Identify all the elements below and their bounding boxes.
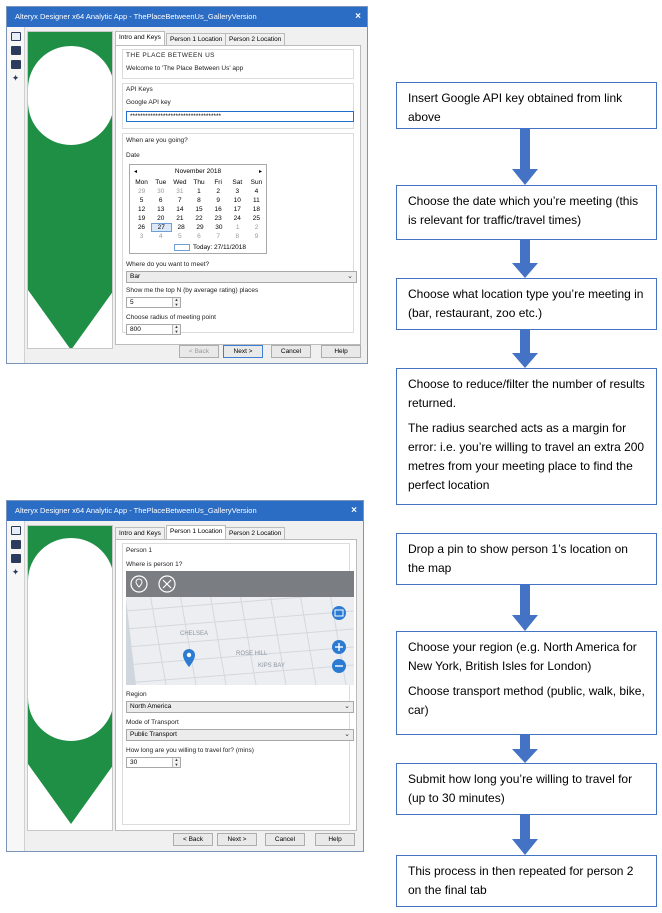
stepper-arrows-icon[interactable]: ▲ ▼ — [172, 325, 180, 334]
calendar-day[interactable]: 31 — [176, 188, 184, 195]
flow-step-region — [396, 631, 657, 735]
calendar-day[interactable]: 9 — [254, 233, 259, 240]
calendar-week — [132, 232, 266, 241]
window-titlebar — [7, 501, 363, 521]
wand-icon[interactable]: ✦ — [11, 73, 20, 83]
date-label: Date — [126, 152, 140, 159]
location-map[interactable] — [126, 571, 354, 685]
calendar-next-icon[interactable]: ▸ — [258, 169, 262, 175]
calendar-week — [132, 214, 266, 223]
tab-pane-intro — [115, 45, 361, 345]
calendar-day[interactable]: 29 — [137, 188, 146, 195]
tab-strip — [115, 525, 357, 539]
tab-person-2-location[interactable]: Person 2 Location — [225, 527, 285, 539]
flow-step-travel-time — [396, 763, 657, 815]
region-select[interactable] — [126, 701, 354, 713]
calendar-day[interactable]: 19 — [137, 215, 146, 222]
calendar-week — [132, 205, 266, 214]
book-icon[interactable] — [11, 540, 21, 549]
tab-person-2-location[interactable]: Person 2 Location — [225, 33, 285, 45]
flow-step-location-type — [396, 278, 657, 330]
intro-text: Welcome to 'The Place Between Us' app — [126, 65, 244, 72]
calendar-day[interactable]: 4 — [158, 233, 163, 240]
location-type-value: Bar — [130, 273, 141, 280]
calendar-today[interactable] — [174, 243, 246, 252]
flow-step-filter — [396, 368, 657, 505]
document-icon[interactable] — [11, 32, 21, 41]
chevron-down-icon: ⌄ — [344, 703, 350, 710]
down-arrow-icon — [510, 330, 540, 368]
calendar-day[interactable]: 29 — [196, 224, 204, 231]
close-icon[interactable]: × — [351, 505, 357, 516]
down-arrow-icon — [510, 815, 540, 855]
help-button[interactable]: Help — [321, 345, 361, 358]
top-n-label: Show me the top N (by average rating) places — [126, 287, 259, 294]
calendar-day[interactable]: 2 — [216, 188, 220, 195]
app-window-intro — [6, 6, 368, 364]
today-marker-icon — [174, 244, 190, 251]
wizard-buttons — [173, 833, 363, 847]
flow-step-repeat — [396, 855, 657, 907]
calendar-day[interactable]: 6 — [158, 197, 163, 204]
help-button[interactable]: Help — [315, 833, 355, 846]
calendar-day[interactable]: 18 — [252, 206, 261, 213]
back-button[interactable]: < Back — [179, 345, 219, 358]
down-arrow-icon — [510, 129, 540, 185]
radius-label: Choose radius of meeting point — [126, 314, 216, 321]
location-pin-logo — [28, 32, 113, 349]
down-arrow-icon — [510, 735, 540, 763]
app-logo-panel — [27, 525, 113, 831]
back-button[interactable]: < Back — [173, 833, 213, 846]
tab-person-1-location[interactable]: Person 1 Location — [166, 525, 226, 539]
close-icon[interactable]: × — [355, 11, 361, 22]
person-1-group — [122, 543, 350, 825]
tab-intro-and-keys[interactable]: Intro and Keys — [115, 527, 165, 539]
flow-step-text: Choose your region (e.g. North America for New York, British Isles for London) — [408, 640, 637, 673]
document-icon[interactable] — [11, 526, 21, 535]
calendar-day[interactable]: 6 — [197, 233, 201, 240]
calendar-day[interactable]: 3 — [235, 188, 240, 195]
calendar-day[interactable]: 21 — [176, 215, 184, 222]
calendar-day[interactable]: 28 — [177, 224, 185, 231]
transport-value: Public Transport — [130, 731, 177, 738]
cancel-button[interactable]: Cancel — [265, 833, 305, 846]
tab-intro-and-keys[interactable]: Intro and Keys — [115, 31, 165, 45]
app-window-person-1 — [6, 500, 364, 852]
intro-group — [122, 49, 354, 79]
region-value: North America — [130, 703, 172, 710]
calendar-day[interactable]: 17 — [233, 206, 241, 213]
map-canvas — [126, 571, 354, 685]
google-api-key-input[interactable]: ************************************ — [126, 111, 354, 122]
map-label-rose-hill: ROSE HILL — [236, 651, 268, 657]
save-icon[interactable] — [11, 554, 21, 563]
icon-rail — [7, 27, 25, 363]
calendar-day[interactable]: 12 — [137, 206, 146, 213]
book-icon[interactable] — [11, 46, 21, 55]
calendar-week — [132, 196, 266, 205]
calendar-day[interactable]: 22 — [195, 215, 203, 222]
api-keys-group — [122, 83, 354, 129]
calendar-week — [132, 187, 266, 196]
weekday-label: Fri — [214, 179, 222, 186]
travel-time-stepper[interactable] — [126, 757, 181, 768]
save-icon[interactable] — [11, 60, 21, 69]
calendar-day[interactable]: 5 — [178, 233, 182, 240]
calendar-day[interactable]: 30 — [215, 224, 223, 231]
flow-step-date — [396, 185, 657, 240]
flow-step-text: This process in then repeated for person 2 on the final tab — [408, 864, 634, 897]
down-arrow-icon — [510, 585, 540, 631]
window-titlebar — [7, 7, 367, 27]
flow-step-api-key — [396, 82, 657, 129]
flow-step-text: Choose the date which you’re meeting (this is relevant for traffic/travel times) — [408, 194, 639, 227]
top-n-value: 5 — [130, 299, 134, 306]
google-api-key-label: Google API key — [126, 99, 171, 106]
calendar-day[interactable]: 1 — [197, 188, 201, 195]
flow-step-text: Submit how long you’re willing to travel for (up to 30 minutes) — [408, 772, 633, 805]
calendar-day[interactable]: 8 — [235, 233, 240, 240]
chevron-down-icon: ⌄ — [344, 731, 350, 738]
location-pin-logo — [28, 526, 113, 831]
calendar-day[interactable]: 24 — [233, 215, 241, 222]
main-content — [115, 31, 361, 334]
calendar-day[interactable]: 13 — [157, 206, 165, 213]
flow-step-text: Choose what location type you’re meeting in (bar, restaurant, zoo etc.) — [408, 287, 644, 320]
tab-strip — [115, 31, 361, 45]
where-person-label: Where is person 1? — [126, 561, 183, 568]
icon-rail — [7, 521, 25, 851]
map-label-chelsea: CHELSEA — [180, 631, 209, 637]
when-group — [122, 133, 354, 333]
calendar-week — [132, 223, 266, 232]
weekday-label: Sat — [232, 179, 243, 186]
where-meet-label: Where do you want to meet? — [126, 261, 210, 268]
next-button[interactable]: Next > — [223, 345, 263, 358]
api-keys-label: API Keys — [126, 86, 153, 93]
calendar-prev-icon[interactable]: ◂ — [134, 169, 138, 175]
cancel-button[interactable]: Cancel — [271, 345, 311, 358]
calendar-day[interactable]: 30 — [157, 188, 165, 195]
transport-select[interactable] — [126, 729, 354, 741]
calendar-day[interactable]: 15 — [195, 206, 203, 213]
person-heading: Person 1 — [126, 547, 153, 554]
date-calendar[interactable] — [129, 164, 267, 254]
window-title: Alteryx Designer x64 Analytic App - ThePlaceBetweenUs_GalleryVersion — [15, 12, 257, 21]
calendar-day[interactable]: 9 — [216, 197, 220, 204]
calendar-day[interactable]: 8 — [197, 197, 201, 204]
app-logo-panel — [27, 31, 113, 349]
calendar-day[interactable]: 25 — [252, 215, 261, 222]
chevron-down-icon: ⌄ — [347, 273, 353, 280]
calendar-day[interactable]: 2 — [254, 224, 259, 231]
calendar-day[interactable]: 16 — [214, 206, 222, 213]
calendar-day[interactable]: 7 — [178, 197, 182, 204]
calendar-grid — [132, 178, 266, 241]
intro-heading: THE PLACE BETWEEN US — [126, 52, 215, 59]
weekday-label: Mon — [135, 179, 148, 186]
stepper-arrows-icon[interactable]: ▲ ▼ — [172, 758, 180, 767]
weekday-label: Thu — [193, 179, 205, 186]
flow-step-text: The radius searched acts as a margin for error: i.e. you’re willing to travel an extra 200 metres from your meeting place to find the perfect location — [408, 421, 645, 492]
flow-step-text: Drop a pin to show person 1’s location on the map — [408, 542, 628, 575]
calendar-day[interactable]: 23 — [214, 215, 222, 222]
calendar-day-selected[interactable]: 27 — [151, 223, 172, 232]
weekday-label: Tue — [155, 179, 167, 186]
calendar-day[interactable]: 4 — [254, 188, 259, 195]
weekday-label: Sun — [250, 179, 263, 186]
wizard-buttons — [177, 345, 367, 359]
window-title: Alteryx Designer x64 Analytic App - ThePlaceBetweenUs_GalleryVersion — [15, 506, 257, 515]
calendar-day[interactable]: 14 — [176, 206, 184, 213]
next-button[interactable]: Next > — [217, 833, 257, 846]
calendar-weekday-row — [132, 178, 266, 187]
travel-time-label: How long are you willing to travel for? (mins) — [126, 747, 254, 754]
flow-step-text: Choose to reduce/filter the number of results returned. — [408, 377, 645, 410]
calendar-day[interactable]: 5 — [139, 197, 144, 204]
top-n-stepper[interactable] — [126, 297, 181, 308]
main-content — [115, 525, 357, 767]
flow-step-text: Choose transport method (public, walk, bike, car) — [408, 684, 645, 717]
calendar-month: November 2018 — [174, 168, 222, 175]
calendar-day[interactable]: 20 — [157, 215, 165, 222]
tab-pane-person-1 — [115, 539, 357, 831]
weekday-label: Wed — [173, 179, 187, 186]
radius-value: 800 — [130, 326, 141, 333]
calendar-day[interactable]: 10 — [233, 197, 241, 204]
calendar-day[interactable]: 26 — [137, 224, 146, 231]
calendar-day[interactable]: 3 — [139, 233, 144, 240]
transport-label: Mode of Transport — [126, 719, 179, 726]
location-type-select[interactable] — [126, 271, 357, 283]
down-arrow-icon — [510, 240, 540, 278]
calendar-day[interactable]: 1 — [235, 224, 240, 231]
calendar-day[interactable]: 11 — [253, 197, 260, 204]
calendar-today-label: Today: 27/11/2018 — [193, 244, 247, 251]
flow-step-text: Insert Google API key obtained from link above — [408, 91, 623, 124]
when-label: When are you going? — [126, 137, 188, 144]
wand-icon[interactable]: ✦ — [11, 567, 20, 577]
tab-person-1-location[interactable]: Person 1 Location — [166, 33, 226, 45]
stepper-arrows-icon[interactable]: ▲ ▼ — [172, 298, 180, 307]
calendar-day[interactable]: 7 — [216, 233, 220, 240]
region-label: Region — [126, 691, 147, 698]
map-label-kips-bay: KIPS BAY — [258, 663, 285, 669]
radius-stepper[interactable] — [126, 324, 181, 335]
flow-step-drop-pin — [396, 533, 657, 585]
travel-time-value: 30 — [130, 759, 138, 766]
